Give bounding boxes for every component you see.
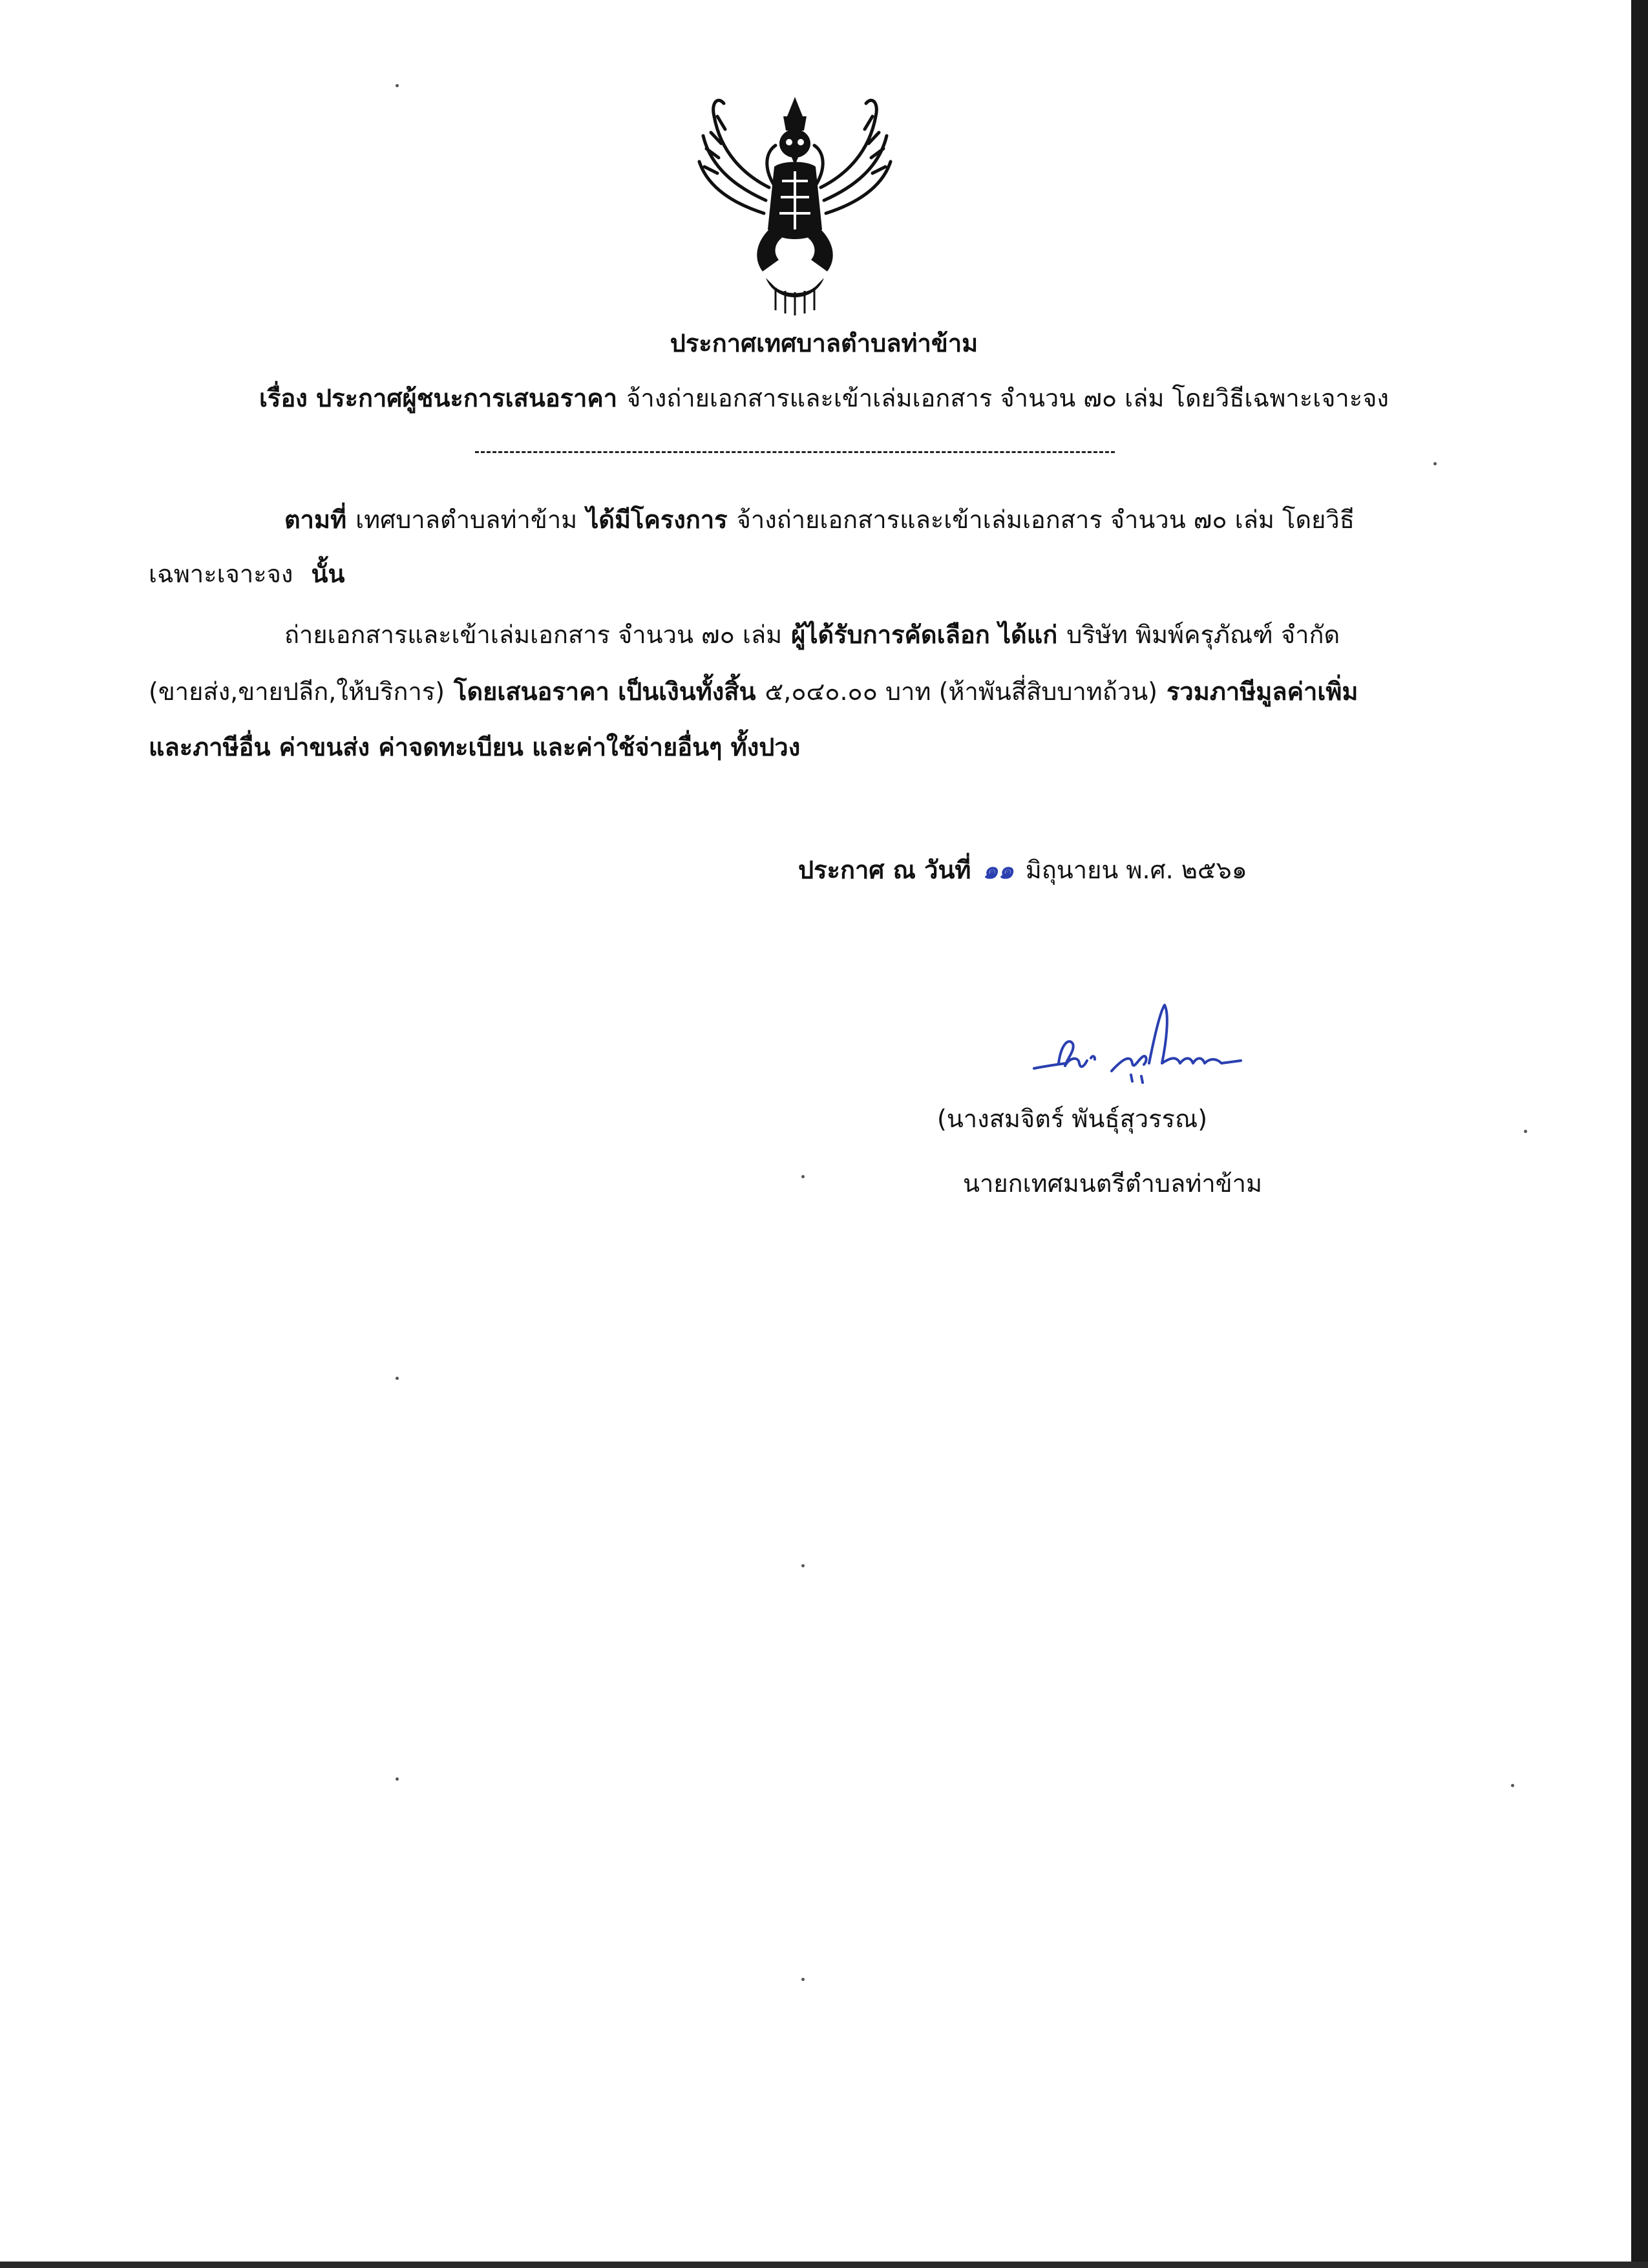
scan-speck xyxy=(801,1564,805,1567)
p2-label-selected: ผู้ได้รับการคัดเลือก ได้แก่ xyxy=(791,620,1058,649)
scan-speck xyxy=(801,1175,805,1178)
signatory-name: (นางสมจิตร์ พันธุ์สุวรรณ) xyxy=(937,1105,1208,1133)
p1-label-according: ตามที่ xyxy=(284,505,347,534)
date-line xyxy=(798,853,1247,887)
p2-company: บริษัท พิมพ์ครุภัณฑ์ จำกัด xyxy=(1066,620,1340,649)
divider-line xyxy=(475,451,1115,453)
paragraph-2-line-1 xyxy=(284,618,1340,652)
p2-label-price: โดยเสนอราคา เป็นเงินทั้งสิ้น xyxy=(454,677,756,706)
scan-speck xyxy=(1433,462,1437,465)
paragraph-2-line-3: และภาษีอื่น ค่าขนส่ง ค่าจดทะเบียน และค่าใช้จ่ายอื่นๆ ทั้งปวง xyxy=(149,733,801,761)
scan-speck xyxy=(1524,1130,1527,1133)
scan-speck xyxy=(1511,1784,1514,1787)
p1-municipality: เทศบาลตำบลท่าข้าม xyxy=(355,505,578,534)
signatory-position: นายกเทศมนตรีตำบลท่าข้าม xyxy=(963,1169,1263,1198)
date-prefix: ประกาศ ณ วันที่ xyxy=(798,856,971,884)
signature-icon xyxy=(1028,999,1247,1096)
p1-label-end: นั้น xyxy=(311,560,345,588)
scan-speck xyxy=(396,1777,399,1781)
scan-speck xyxy=(396,1377,399,1380)
scan-speck xyxy=(396,84,399,87)
date-day: ๑๑ xyxy=(982,856,1014,884)
p2-amount: ๕,๐๔๐.๐๐ บาท (ห้าพันสี่สิบบาทถ้วน) xyxy=(765,677,1158,706)
p2-company-type: (ขายส่ง,ขายปลีก,ให้บริการ) xyxy=(149,677,445,706)
scan-speck xyxy=(801,1978,805,1981)
paragraph-1-line-1 xyxy=(284,503,1355,536)
p2-item: ถ่ายเอกสารและเข้าเล่มเอกสาร จำนวน ๗๐ เล่ม xyxy=(284,620,783,649)
p1-method: เฉพาะเจาะจง xyxy=(149,560,293,588)
p1-label-project: ได้มีโครงการ xyxy=(586,505,728,534)
scan-edge-bottom xyxy=(0,2262,1648,2268)
announcement-title: ประกาศเทศบาลตำบลท่าข้าม xyxy=(670,329,978,357)
p1-project-text: จ้างถ่ายเอกสารและเข้าเล่มเอกสาร จำนวน ๗๐ เล่ม โดยวิธี xyxy=(736,505,1355,534)
announcement-subject xyxy=(0,381,1648,415)
garuda-emblem-icon xyxy=(685,90,905,317)
date-month-year: มิถุนายน พ.ศ. ๒๕๖๑ xyxy=(1025,856,1247,884)
paragraph-2-line-2 xyxy=(149,675,1358,708)
subject-label: เรื่อง ประกาศผู้ชนะการเสนอราคา xyxy=(259,384,618,412)
paragraph-1-line-2 xyxy=(149,557,344,591)
p2-label-vat: รวมภาษีมูลค่าเพิ่ม xyxy=(1167,677,1358,706)
subject-text: จ้างถ่ายเอกสารและเข้าเล่มเอกสาร จำนวน ๗๐ เล่ม โดยวิธีเฉพาะเจาะจง xyxy=(626,384,1389,412)
